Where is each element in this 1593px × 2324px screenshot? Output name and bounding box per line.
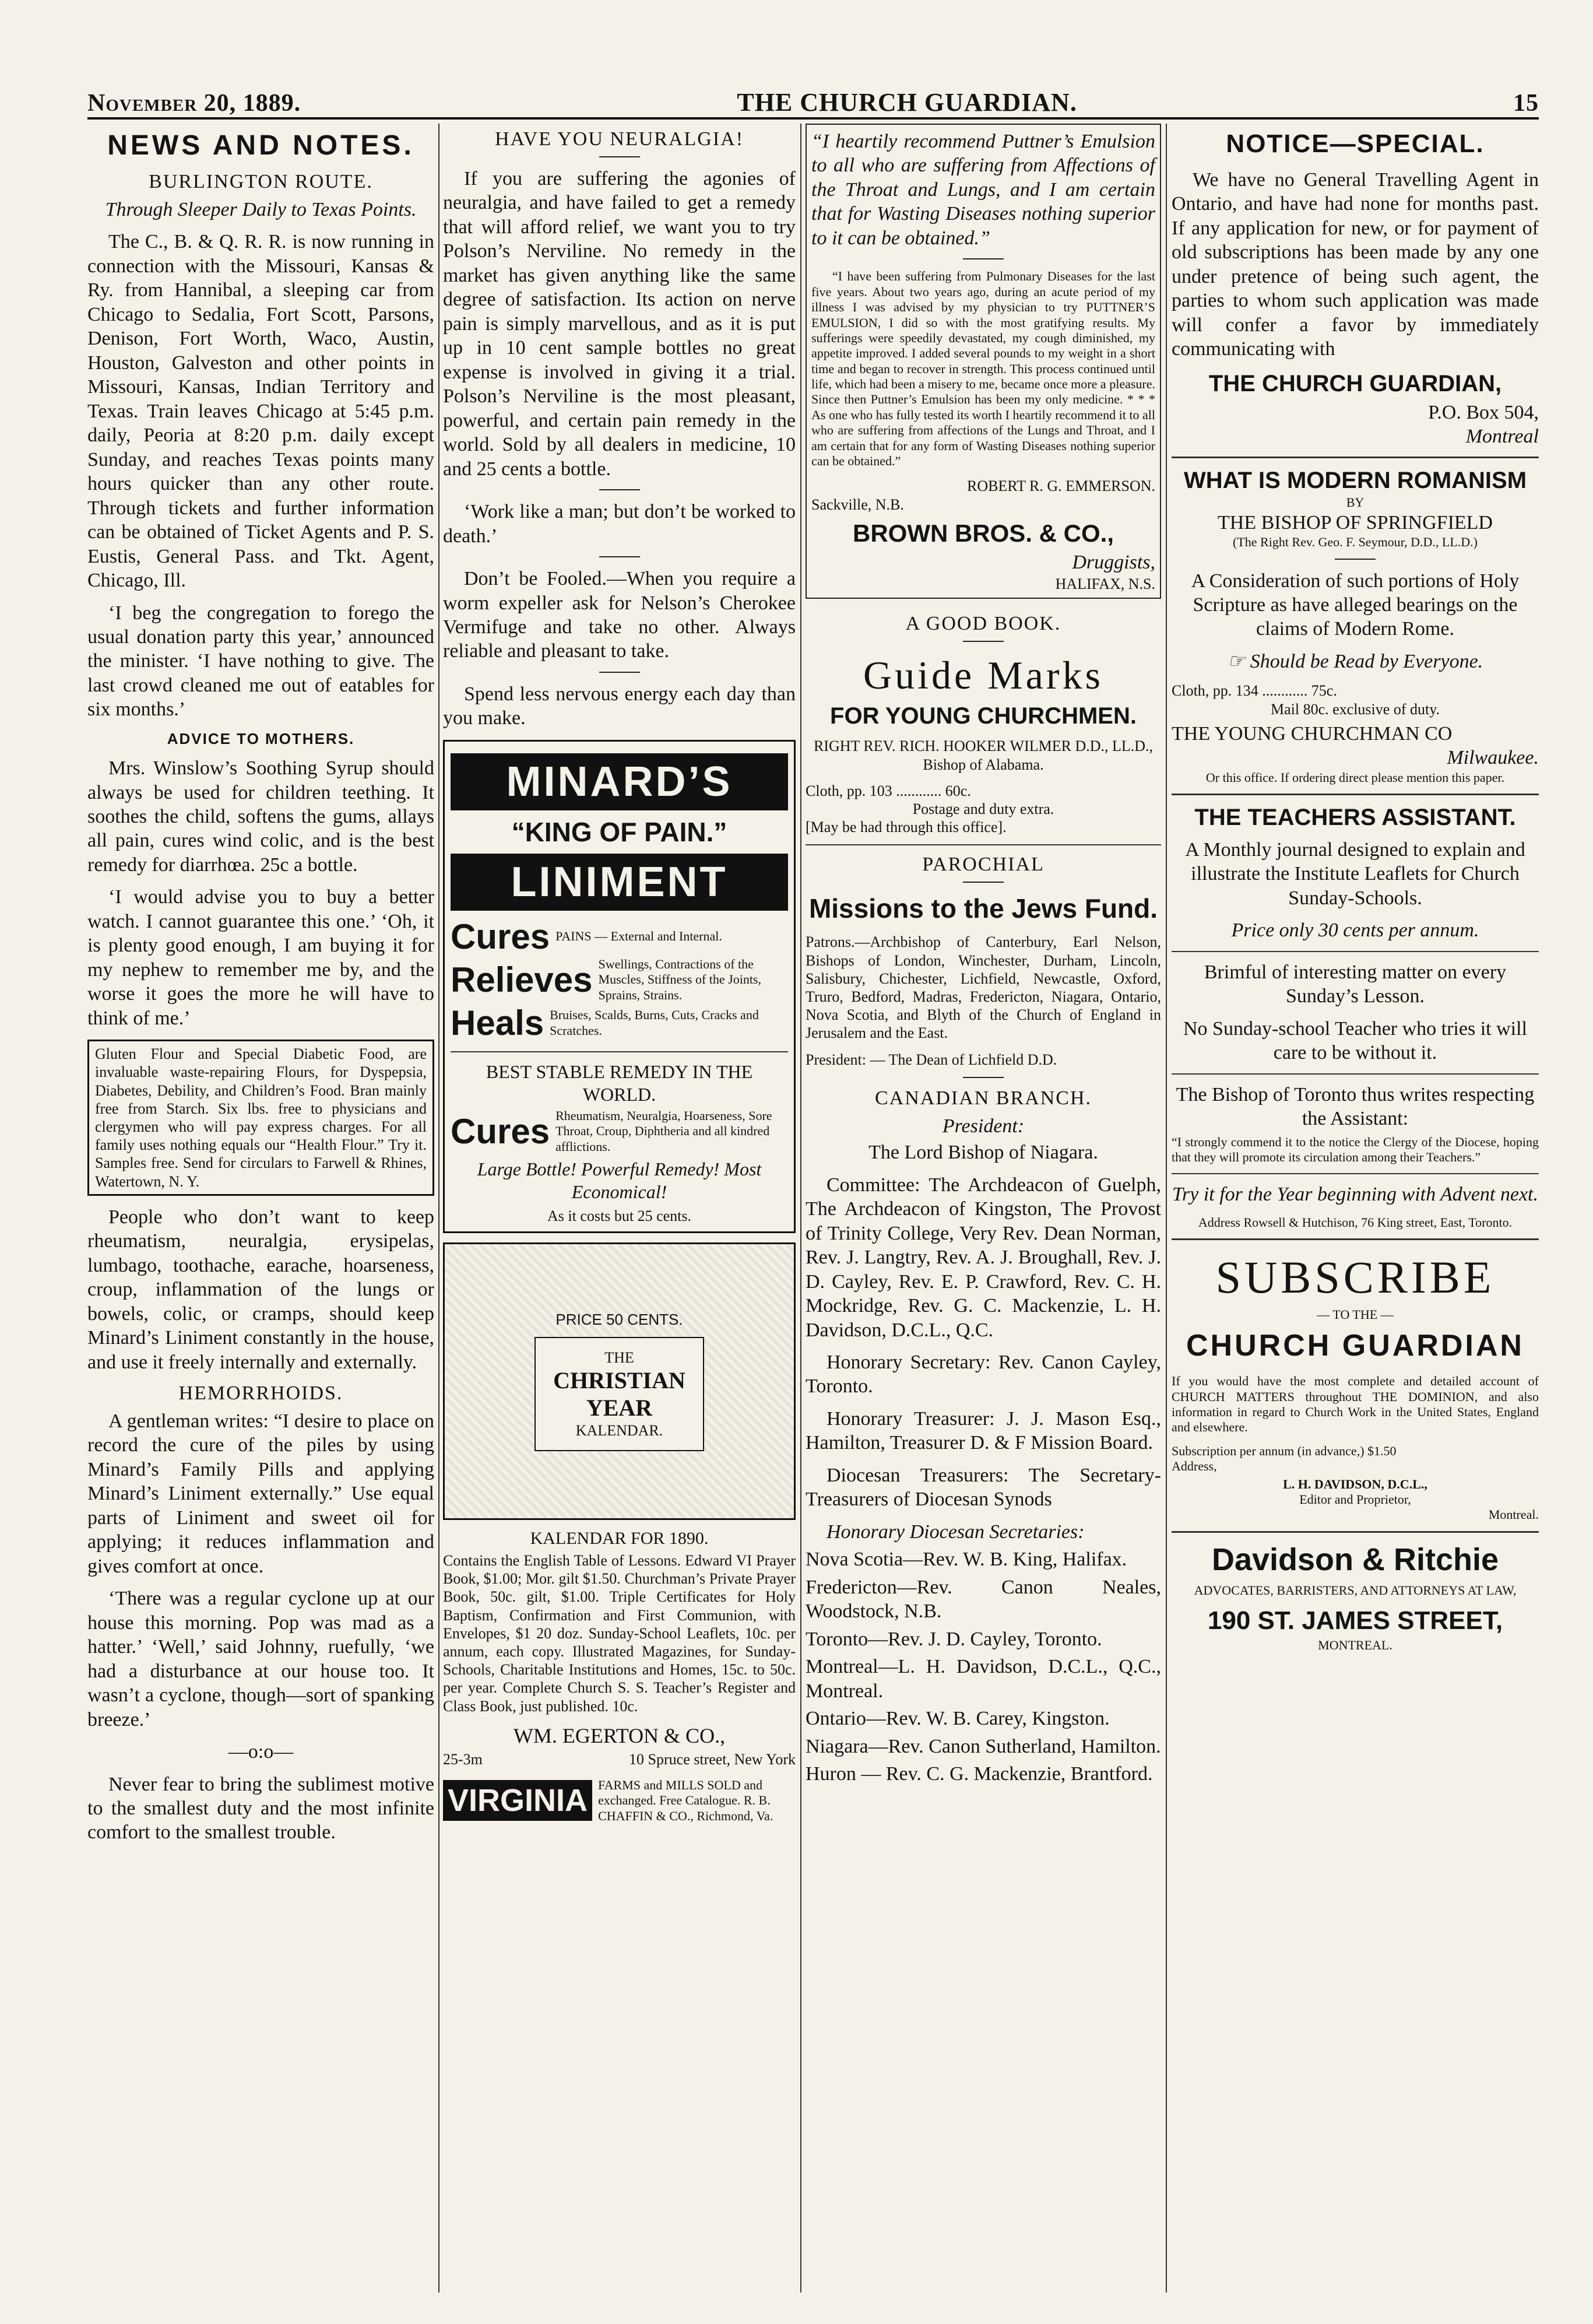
column-1 <box>87 124 434 2301</box>
divider <box>1335 559 1376 560</box>
page-number: 15 <box>1513 90 1539 117</box>
energy-maxim: Spend less nervous energy each day than you make. <box>443 683 796 729</box>
divider <box>599 489 640 490</box>
kalendar-price: PRICE 50 CENTS. <box>555 1310 683 1328</box>
virginia-ad <box>443 1778 796 1824</box>
missions-heading: Missions to the Jews Fund. <box>808 893 1158 924</box>
guide-marks-title: Guide Marks <box>863 652 1103 697</box>
halifax: HALIFAX, N.S. <box>1055 575 1155 592</box>
vermifuge-notice: Don’t be Fooled.—When you require a worm expeller ask for Nelson’s Cherokee Vermifuge and take no other. Always reliable and pleasant to take. <box>443 568 796 662</box>
montreal-2: Montreal. <box>1488 1507 1539 1522</box>
president-label: President: <box>942 1115 1025 1137</box>
puttner-signature: ROBERT R. G. EMMERSON. <box>966 478 1155 495</box>
cures-word-2: Cures <box>451 1112 550 1152</box>
relieves-word: Relieves <box>451 960 593 999</box>
hemorrhoids-heading: HEMORRHOIDS. <box>178 1382 343 1404</box>
guide-price: Cloth, pp. 103 ............ 60c. <box>806 782 971 799</box>
heals-text: Bruises, Scalds, Burns, Cuts, Cracks and Scratches. <box>550 1007 759 1038</box>
address-label: Address, <box>1172 1459 1217 1474</box>
try-it: Try it for the Year beginning with Advent next. <box>1172 1184 1539 1206</box>
brimful: Brimful of interesting matter on every Sunday’s Lesson. <box>1204 961 1507 1007</box>
romanism-heading: WHAT IS MODERN ROMANISM <box>1183 468 1527 494</box>
column-divider <box>800 124 801 2293</box>
cyclone-anecdote: ‘There was a regular cyclone up at our house this morning. Pop was mad as a hatter.’ ‘Well,’ said Johnny, ruefully, ‘we had a disturbance at our house too. It wasn’t a cyclone, though—sort of spanking breeze.’ <box>87 1588 434 1730</box>
issue-date: November 20, 1889. <box>87 90 301 117</box>
young-churchman-co: THE YOUNG CHURCHMAN CO <box>1172 722 1453 745</box>
patrons: Patrons.—Archbishop of Canterbury, Earl Nelson, Bishops of London, Winchester, Durham, Lincoln, Salisbury, Chichester, Lichfield, Newcastle, Oxford, Truro, Bedford, Madras, Fredericton, Niagara, Ontario, Nova Scotia, and Blyth of the Church of England in Jerusalem and the East. <box>806 933 1161 1042</box>
divider <box>963 258 1004 259</box>
editor: Editor and Proprietor, <box>1299 1491 1411 1507</box>
secretary-entry: Toronto—Rev. J. D. Cayley, Toronto. <box>806 1628 1102 1650</box>
church-guardian-name: THE CHURCH GUARDIAN, <box>1208 370 1502 396</box>
druggists: Druggists, <box>1072 552 1155 574</box>
burlington-heading: BURLINGTON ROUTE. <box>149 171 373 192</box>
advice-text: Mrs. Winslow’s Soothing Syrup should always be used for children teething. It soothes the child, softens the gums, allays all pain, cures wind colic, and is the best remedy for diarrhœa. 25c a bottle. <box>87 757 434 876</box>
diocesan-treasurers: Diocesan Treasurers: The Secretary-Treasurers of Diocesan Synods <box>806 1464 1161 1511</box>
ornament: —o:o— <box>228 1741 294 1763</box>
column-divider <box>1166 124 1167 2293</box>
secretary-entry: Fredericton—Rev. Canon Neales, Woodstock, N.B. <box>806 1576 1161 1623</box>
committee: Committee: The Archdeacon of Guelph, The Archdeacon of Kingston, The Provost of Trinity College, Very Rev. Dean Norman, Rev. J. Langtry, Rev. A. J. Broughall, Rev. J. D. Cayley, Rev. E. P. Crawford, Rev. C. H. Mockridge, Rev. G. C. Mackenzie, L. H. Davidson, D.C.L., Q.C. <box>806 1174 1161 1341</box>
divider <box>1172 1531 1539 1533</box>
parochial-heading: PAROCHIAL <box>922 854 1045 876</box>
paper-title: THE CHURCH GUARDIAN. <box>737 88 1077 117</box>
gluten-flour-text: Gluten Flour and Special Diabetic Food, are invaluable waste-repairing Flours, for Dyspepsia, Diabetes, Debility, and Children’s Food. Bran mainly free from Starch. Six lbs. free to physicians and clergymen who will pay express charges. For all family uses nothing equals our “Health Flour.” Try it. Samples free. Send for circulars to Farwell & Rhines, Watertown, N. Y. <box>95 1045 427 1190</box>
ordering-note: Or this office. If ordering direct please mention this paper. <box>1205 770 1505 785</box>
divider <box>1172 1238 1539 1240</box>
diocesan-secretaries-label: Honorary Diocesan Secretaries: <box>827 1521 1085 1543</box>
secretary-entry: Ontario—Rev. W. B. Carey, Kingston. <box>806 1708 1110 1730</box>
column-4 <box>1172 124 1539 2301</box>
teachers-assistant-heading: THE TEACHERS ASSISTANT. <box>1194 805 1516 831</box>
gluten-flour-ad <box>87 1040 434 1196</box>
burlington-subheading: Through Sleeper Daily to Texas Points. <box>105 199 417 220</box>
honorary-secretary: Honorary Secretary: Rev. Canon Cayley, Toronto. <box>806 1351 1161 1398</box>
secretary-entry: Montreal—L. H. Davidson, D.C.L., Q.C., Montreal. <box>806 1656 1161 1702</box>
minards-notice: People who don’t want to keep rheumatism, neuralgia, erysipelas, lumbago, toothache, earache, hoarseness, croup, inflammation of the lungs or bowels, colic, or cramps, should keep Minard’s Liniment constantly in the house, and use it freely internally and externally. <box>87 1206 434 1373</box>
montreal-3: MONTREAL. <box>1318 1637 1392 1652</box>
heals-word: Heals <box>451 1003 544 1043</box>
po-box: P.O. Box 504, <box>1428 401 1539 423</box>
kalendar-illustration <box>443 1242 796 1520</box>
masthead <box>87 79 1539 120</box>
divider <box>963 882 1004 883</box>
church-guardian-banner: CHURCH GUARDIAN <box>1186 1328 1524 1363</box>
neuralgia-heading: HAVE YOU NEURALGIA! <box>494 128 744 150</box>
president-name: The Lord Bishop of Niagara. <box>868 1142 1098 1164</box>
teachers-price: Price only 30 cents per annum. <box>1231 919 1479 942</box>
divider <box>1172 1173 1539 1174</box>
bishop-toronto: The Bishop of Toronto thus writes respecting the Assistant: <box>1176 1083 1535 1130</box>
davidson-ritchie: Davidson & Ritchie <box>1211 1542 1499 1577</box>
bishop-toronto-quote: “I strongly commend it to the notice the Clergy of the Diocese, hoping that they will promote its circulation among their Teachers.” <box>1172 1134 1539 1164</box>
relieves-row <box>451 957 788 1003</box>
honorary-treasurer: Honorary Treasurer: J. J. Mason Esq., Hamilton, Treasurer D. & F Mission Board. <box>806 1407 1161 1454</box>
montreal: Montreal <box>1465 426 1539 448</box>
divider <box>1172 457 1539 458</box>
puttner-signature-place: Sackville, N.B. <box>811 496 904 513</box>
cures-word: Cures <box>451 917 550 956</box>
puttner-quote: “I heartily recommend Puttner’s Emulsion to all who are suffering from Affections of the Throat and Lungs, and I am certain that for Wasting Diseases nothing superior to it can be obtained.” <box>811 131 1155 249</box>
large-bottle: Large Bottle! Powerful Remedy! Most Economical! <box>477 1159 762 1203</box>
kalendar-text: Contains the English Table of Lessons. Edward VI Prayer Book, $1.00; Mor. gilt $1.50. Churchman’s Private Prayer Book, 50c. gilt, $1.00. Triple Certificates for Holy Baptism, Confirmation and First Communion, with Envelopes, $1 20 doz. Sunday-School Leaflets, 10c. per annum, each copy. Illustrated Magazines, for Sunday-Schools, Charitable Institutions and Homes, 15c. to 50c. per year. Complete Church S. S. Teacher’s Register and Class Book, just published. 10c. <box>443 1552 796 1715</box>
advice-heading: ADVICE TO MOTHERS. <box>167 729 355 747</box>
subscribe-text: If you would have the most complete and detailed account of CHURCH MATTERS throughout THE DOMINION, and also information in regard to Church Work in the United States, England and elsewhere. <box>1172 1374 1539 1435</box>
divider <box>963 641 1004 642</box>
davidson: L. H. DAVIDSON, D.C.L., <box>1283 1476 1427 1491</box>
divider <box>451 1051 788 1052</box>
romanism-price: Cloth, pp. 134 ............ 75c. <box>1172 682 1337 700</box>
column-2 <box>443 124 796 2301</box>
secretary-entry: Niagara—Rev. Canon Sutherland, Hamilton. <box>806 1735 1161 1757</box>
divider <box>1172 951 1539 952</box>
kalendar-the: THE <box>604 1349 634 1366</box>
st-james-street: 190 ST. JAMES STREET, <box>1207 1606 1503 1635</box>
burlington-text: The C., B. & Q. R. R. is now running in connection with the Missouri, Kansas & Ry. from Hannibal, a sleeping car from Chicago to Sedalia, Fort Scott, Parsons, Denison, Fort Worth, Waco, Austin, Houston, Galveston and other points in Missouri, Kansas, Indian Territory and Texas. Train leaves Chicago at 5:45 p.m. daily, Peoria at 8:20 p.m. daily except Sunday, and reaches Texas points many hours quicker than any other route. Through tickets and further information can be obtained of Ticket Agents and P. S. Eustis, General Pass. and Tkt. Agent, Chicago, Ill. <box>87 231 434 592</box>
milwaukee: Milwaukee. <box>1447 747 1539 769</box>
neuralgia-text: If you are suffering the agonies of neuralgia, and have failed to get a remedy that will afford relief, we want you to try Polson’s Nerviline. No remedy in the market has given anything like the same degree of satisfaction. Its action on nerve pain is simply marvellous, and as it is put up in 10 cent sample bottles no great expense is involved in giving it a trial. Polson’s Nerviline is the most pleasant, powerful, and certain pain remedy in the world. Sold by all dealers in medicine, 10 and 25 cents a bottle. <box>443 168 796 480</box>
romanism-mail: Mail 80c. exclusive of duty. <box>1270 700 1440 718</box>
puttner-letter: “I have been suffering from Pulmonary Diseases for the last five years. About two years ago, during an acute period of my illness I was advised by my physician to try PUTTNER’S EMULSION, I did so with the most gratifying results. My sufferings were speedily devastated, my cough diminished, my appetite improved. I added several pounds to my weight in a short time and began to recover in strength. This process continued until life, which had been a misery to me, became once more a pleasure. Since then Puttner’s Emulsion has been my only medicine. * * * As one who has fully tested its worth I heartily recommend it to all who are suffering from affections of the Lungs and Throat, and I am certain that for any form of Wasting Diseases nothing superior can be obtained.” <box>811 269 1155 469</box>
divider <box>1172 794 1539 795</box>
bishop-springfield: THE BISHOP OF SPRINGFIELD <box>1218 511 1493 533</box>
should-be-read: ☞ Should be Read by Everyone. <box>1227 650 1483 672</box>
divider <box>599 556 640 557</box>
work-quote: ‘Work like a man; but don’t be worked to death.’ <box>443 501 796 547</box>
kalendar-heading: KALENDAR FOR 1890. <box>530 1528 709 1548</box>
advocates: ADVOCATES, BARRISTERS, AND ATTORNEYS AT LAW, <box>1194 1582 1517 1598</box>
cures-row-2 <box>451 1108 788 1154</box>
kalendar-label: KALENDAR. <box>575 1422 663 1440</box>
liniment-banner: LINIMENT <box>451 854 788 911</box>
puttner-ad <box>806 124 1161 599</box>
column-divider <box>438 124 439 2293</box>
divider <box>806 844 1161 845</box>
egerton-name: WM. EGERTON & CO., <box>513 1723 726 1747</box>
notice-heading: NOTICE—SPECIAL. <box>1226 129 1485 158</box>
by-label: BY <box>1346 495 1365 510</box>
secretary-entry: Huron — Rev. C. G. Mackenzie, Brantford. <box>806 1763 1153 1785</box>
no-teacher: No Sunday-school Teacher who tries it will care to be without it. <box>1183 1017 1527 1064</box>
secretary-entry: Nova Scotia—Rev. W. B. King, Halifax. <box>806 1549 1127 1571</box>
teachers-description: A Monthly journal designed to explain and illustrate the Institute Leaflets for Church Sunday-Schools. <box>1185 838 1525 909</box>
kalendar-year: YEAR <box>586 1395 653 1421</box>
subscription-price: Subscription per annum (in advance,) $1.50 <box>1172 1443 1397 1458</box>
teachers-address: Address Rowsell & Hutchison, 76 King street, East, Toronto. <box>1198 1214 1513 1230</box>
cures-row <box>451 917 788 957</box>
notice-text: We have no General Travelling Agent in Ontario, and have had none for months past. If any application for new, or for payment of old subscriptions has been made by any one under pretence of being such agent, the parties to whom such application was made will confer a favor by immediately communicating with <box>1172 169 1539 360</box>
heals-row <box>451 1003 788 1043</box>
president-line: President: — The Dean of Lichfield D.D. <box>806 1051 1057 1068</box>
column-3 <box>806 124 1161 2301</box>
egerton-address: 10 Spruce street, New York <box>629 1750 796 1768</box>
guide-availability: [May be had through this office]. <box>806 819 1007 836</box>
cures-text-2: Rheumatism, Neuralgia, Hoarseness, Sore Throat, Croup, Diphtheria and all kindred afflictions. <box>555 1108 772 1154</box>
divider <box>599 672 640 673</box>
bishop-name: (The Right Rev. Geo. F. Seymour, D.D., LL.D.) <box>1233 535 1478 550</box>
minards-liniment-ad <box>443 740 796 1233</box>
young-churchmen: FOR YOUNG CHURCHMEN. <box>830 703 1137 729</box>
to-the: — TO THE — <box>1317 1307 1394 1322</box>
egerton-code: 25-3m <box>443 1750 483 1768</box>
hemorrhoids-text: A gentleman writes: “I desire to place on record the cure of the piles by using Minard’s Family Pills and applying Minard’s Liniment externally.” Use equal parts of Liniment and sweet oil for applying; it reduces inflammation and gives comfort at once. <box>87 1410 434 1577</box>
guide-author: RIGHT REV. RICH. HOOKER WILMER D.D., LL.D., Bishop of Alabama. <box>813 738 1154 773</box>
divider <box>1172 1073 1539 1075</box>
guide-postage: Postage and duty extra. <box>912 801 1054 817</box>
consideration: A Consideration of such portions of Holy Scripture as have alleged bearings on the claims of Modern Rome. <box>1191 570 1520 640</box>
minards-banner: MINARD’S <box>451 753 788 810</box>
canadian-branch-heading: CANADIAN BRANCH. <box>874 1087 1092 1109</box>
divider <box>963 1077 1004 1078</box>
subscribe-heading: SUBSCRIBE <box>1215 1252 1495 1303</box>
good-book-heading: A GOOD BOOK. <box>905 612 1061 634</box>
closing-maxim: Never fear to bring the sublimest motive to the smallest duty and the most infinite comfort to the smallest trouble. <box>87 1773 434 1844</box>
cost-note: As it costs but 25 cents. <box>547 1207 691 1225</box>
kalendar-christian: CHRISTIAN <box>553 1367 685 1394</box>
virginia-text: FARMS and MILLS SOLD and exchanged. Free Catalogue. R. B. CHAFFIN & CO., Richmond, Va. <box>598 1777 773 1823</box>
cures-text: PAINS — External and Internal. <box>555 929 722 944</box>
news-and-notes-heading: NEWS AND NOTES. <box>107 130 414 161</box>
brown-bros: BROWN BROS. & CO., <box>853 519 1114 547</box>
best-stable-remedy: BEST STABLE REMEDY IN THE WORLD. <box>486 1061 753 1105</box>
donation-anecdote: ‘I beg the congregation to forego the usual donation party this year,’ announced the minister. ‘I have nothing to give. The last crowd cleaned me out of eatables for six months.’ <box>87 602 434 721</box>
egerton-line <box>443 1750 796 1768</box>
watch-anecdote: ‘I would advise you to buy a better watch. I cannot guarantee this one.’ ‘Oh, it is plenty good enough, I am buying it for my nephew to remember me by, and the worse it goes the more he will have to think of me.’ <box>87 886 434 1029</box>
divider <box>599 156 640 157</box>
king-of-pain: “KING OF PAIN.” <box>511 816 727 847</box>
relieves-text: Swellings, Contractions of the Muscles, Stiffness of the Joints, Sprains, Strains. <box>598 956 761 1002</box>
virginia-banner: VIRGINIA <box>443 1780 592 1821</box>
kalendar-cover <box>534 1337 704 1451</box>
